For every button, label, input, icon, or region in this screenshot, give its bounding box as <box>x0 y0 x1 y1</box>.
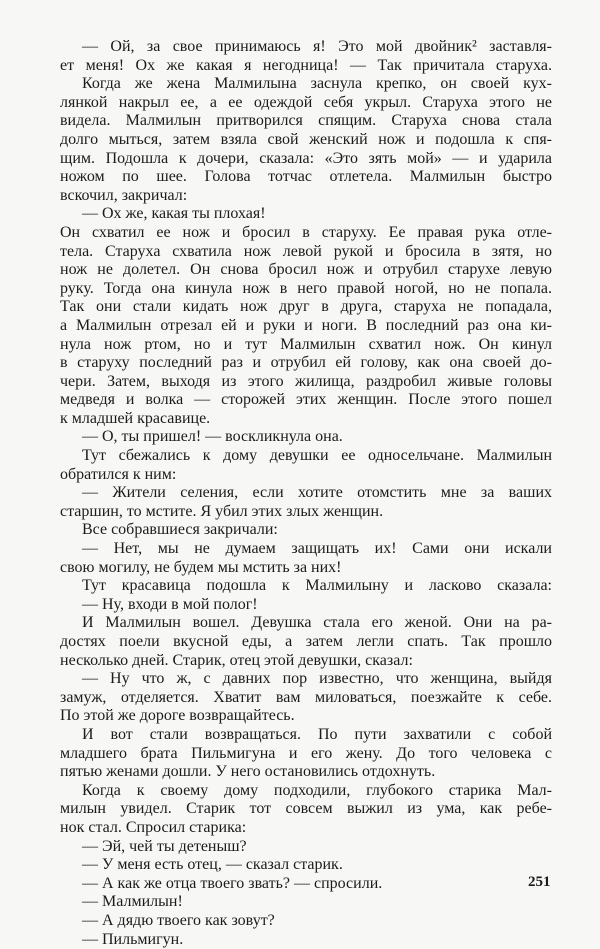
text-line: чери. Затем, выходя из этого жилища, раздробил живые головы <box>60 373 552 392</box>
text-line: тела. Старуха схватила нож левой рукой и бросила в зятя, но <box>60 243 552 262</box>
text-line: видела. Малмилын притворился спящим. Старуха снова стала <box>60 112 552 131</box>
text-line: Так они стали кидать нож друг в друга, старуха не попадала, <box>60 298 552 317</box>
text-line: Тут сбежались к дому девушки ее односельчане. Малмилын <box>60 447 552 466</box>
text-line: младшего брата Пильмигуна и его жену. До того человека с <box>60 745 552 764</box>
text-line: а Малмилын отрезал ей и руки и ноги. В последний раз она ки- <box>60 317 552 336</box>
text-line: По этой же дороге возвращайтесь. <box>60 707 552 726</box>
text-line: щим. Подошла к дочери, сказала: «Это зять мой» — и ударила <box>60 150 552 169</box>
text-line: долго мыться, затем взяла свой женский нож и подошла к спя- <box>60 131 552 150</box>
text-line: — У меня есть отец, — сказал старик. <box>60 856 552 875</box>
text-line: старшин, то мстите. Я убил этих злых женщин. <box>60 503 552 522</box>
text-line: ет меня! Ох же какая я негодница! — Так причитала старуха. <box>60 57 552 76</box>
page-number: 251 <box>528 874 551 891</box>
text-line: — Ох же, какая ты плохая! <box>60 205 552 224</box>
text-line: Тут красавица подошла к Малмилыну и ласково сказала: <box>60 577 552 596</box>
text-line: — Пильмигун. <box>60 931 552 949</box>
text-line: — А дядю твоего как зовут? <box>60 912 552 931</box>
text-line: вскочил, закричал: <box>60 187 552 206</box>
text-line: замуж, отделяется. Хватит вам миловаться, поезжайте к себе. <box>60 689 552 708</box>
text-line: обратился к ним: <box>60 466 552 485</box>
text-line: — Жители селения, если хотите отомстить мне за ваших <box>60 484 552 503</box>
text-line: Все собравшиеся закричали: <box>60 521 552 540</box>
text-line: свою могилу, не будем мы мстить за них! <box>60 559 552 578</box>
text-line: Когда же жена Малмилына заснула крепко, он своей кух- <box>60 75 552 94</box>
text-line: лянкой накрыл ее, а ее одеждой себя укрыл. Старуха этого не <box>60 94 552 113</box>
text-line: И вот стали возвращаться. По пути захватили с собой <box>60 726 552 745</box>
text-line: нула нож ртом, но и тут Малмилын схватил нож. Он кинул <box>60 336 552 355</box>
page-body <box>60 38 552 949</box>
text-line: — Эй, чей ты детеныш? <box>60 838 552 857</box>
text-line: нок стал. Спросил старика: <box>60 819 552 838</box>
text-line: ножом по шее. Голова тотчас отлетела. Малмилын быстро <box>60 168 552 187</box>
text-line: несколько дней. Старик, отец этой девушки, сказал: <box>60 652 552 671</box>
text-line: нож не долетел. Он снова бросил нож и отрубил старухе левую <box>60 261 552 280</box>
text-line: к младшей красавице. <box>60 410 552 429</box>
text-line: — А как же отца твоего звать? — спросили. <box>60 875 552 894</box>
text-line: милын увидел. Старик тот совсем выжил из ума, как ребе- <box>60 800 552 819</box>
text-line: — Нет, мы не думаем защищать их! Сами они искали <box>60 540 552 559</box>
text-line: Он схватил ее нож и бросил в старуху. Ее правая рука отле- <box>60 224 552 243</box>
text-line: руку. Тогда она кинула нож в него правой ногой, но не попала. <box>60 280 552 299</box>
text-line: Когда к своему дому подходили, глубокого старика Мал- <box>60 782 552 801</box>
text-line: в старуху последний раз и отрубил ей голову, как она своей до- <box>60 354 552 373</box>
text-line: пятью женами дошли. У него остановились отдохнуть. <box>60 763 552 782</box>
text-line: медведя и волка — сторожей этих женщин. После этого пошел <box>60 391 552 410</box>
text-line: — Ну, входи в мой полог! <box>60 596 552 615</box>
text-line: — Малмилын! <box>60 893 552 912</box>
text-line: — Ой, за свое принимаюсь я! Это мой двойник² заставля- <box>60 38 552 57</box>
text-line: достях поели вкусной еды, а затем легли спать. Так прошло <box>60 633 552 652</box>
text-line: И Малмилын вошел. Девушка стала его женой. Они на ра- <box>60 614 552 633</box>
text-line: — Ну что ж, с давних пор известно, что женщина, выйдя <box>60 670 552 689</box>
text-line: — О, ты пришел! — воскликнула она. <box>60 428 552 447</box>
